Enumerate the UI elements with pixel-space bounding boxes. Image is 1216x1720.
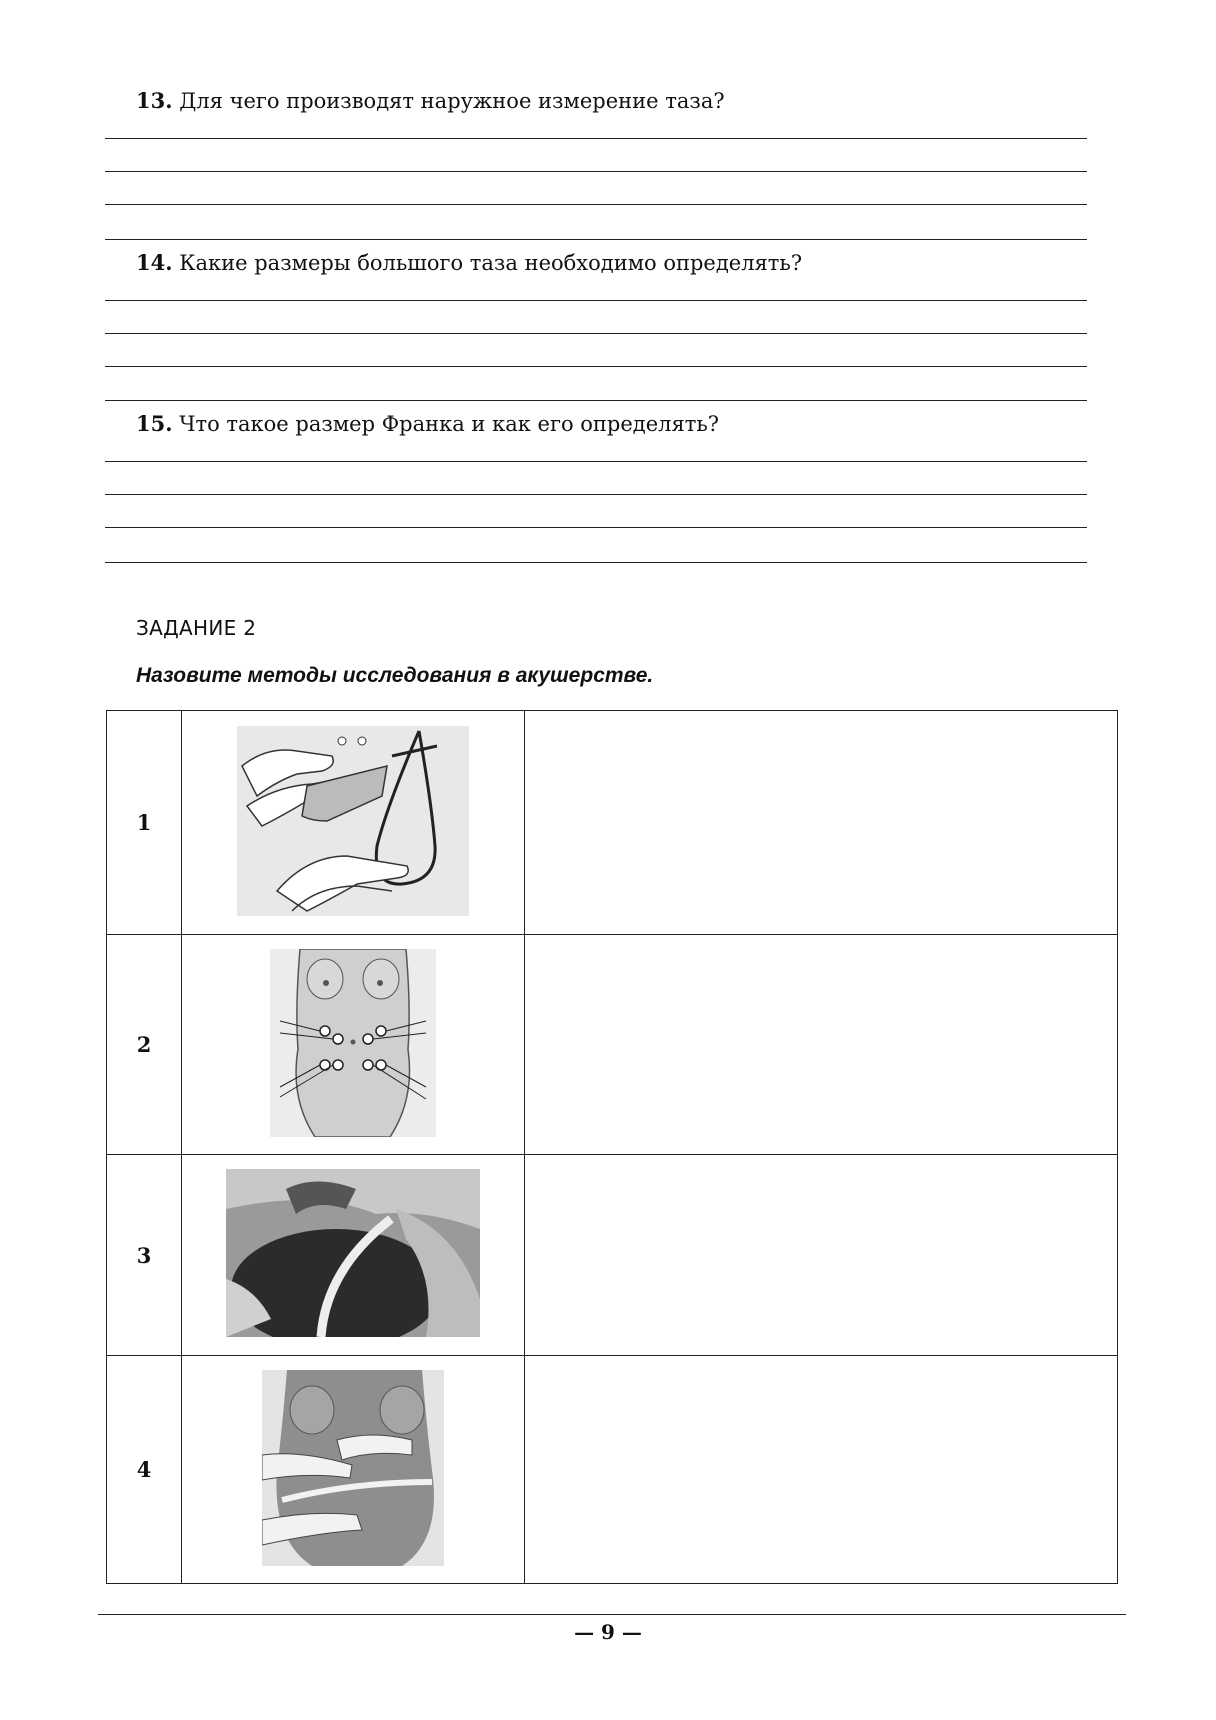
image-cell [182, 711, 525, 935]
image-cell [182, 1356, 525, 1584]
answer-cell[interactable] [525, 935, 1118, 1155]
question-14 [136, 250, 802, 275]
pelvimeter-illustration [237, 726, 469, 916]
row-number: 3 [107, 1155, 182, 1356]
question-13 [136, 88, 725, 113]
answer-line[interactable] [105, 239, 1087, 240]
answer-cell[interactable] [525, 1356, 1118, 1584]
answer-line[interactable] [105, 300, 1087, 301]
image-cell [182, 1155, 525, 1356]
answer-cell[interactable] [525, 711, 1118, 935]
methods-table [106, 710, 1118, 1584]
answer-line[interactable] [105, 171, 1087, 172]
task-instruction: Назовите методы исследования в акушерстве. [136, 664, 654, 687]
question-text: Что такое размер Франка и как его определять? [179, 412, 720, 436]
question-number: 14. [136, 250, 173, 275]
task-heading: ЗАДАНИЕ 2 [136, 616, 257, 640]
question-number: 15. [136, 411, 173, 436]
table-row [107, 1155, 1118, 1356]
abdominal-circumference-illustration [262, 1370, 444, 1566]
image-cell [182, 935, 525, 1155]
answer-line[interactable] [105, 527, 1087, 528]
table-row [107, 711, 1118, 935]
answer-line[interactable] [105, 138, 1087, 139]
answer-cell[interactable] [525, 1155, 1118, 1356]
table-row [107, 935, 1118, 1155]
question-text: Какие размеры большого таза необходимо определять? [179, 251, 803, 275]
answer-line[interactable] [105, 400, 1087, 401]
answer-line[interactable] [105, 366, 1087, 367]
table-row [107, 1356, 1118, 1584]
question-number: 13. [136, 88, 173, 113]
answer-line[interactable] [105, 562, 1087, 563]
row-number: 2 [107, 935, 182, 1155]
answer-line[interactable] [105, 333, 1087, 334]
row-number: 1 [107, 711, 182, 935]
footer-divider [98, 1614, 1126, 1615]
page-number: — 9 — [574, 1620, 642, 1644]
answer-line[interactable] [105, 494, 1087, 495]
answer-line[interactable] [105, 204, 1087, 205]
question-15 [136, 411, 719, 436]
row-number: 4 [107, 1356, 182, 1584]
fundal-height-photo [226, 1169, 480, 1337]
answer-line[interactable] [105, 461, 1087, 462]
question-text: Для чего производят наружное измерение таза? [179, 89, 725, 113]
auscultation-points-illustration [270, 949, 436, 1137]
